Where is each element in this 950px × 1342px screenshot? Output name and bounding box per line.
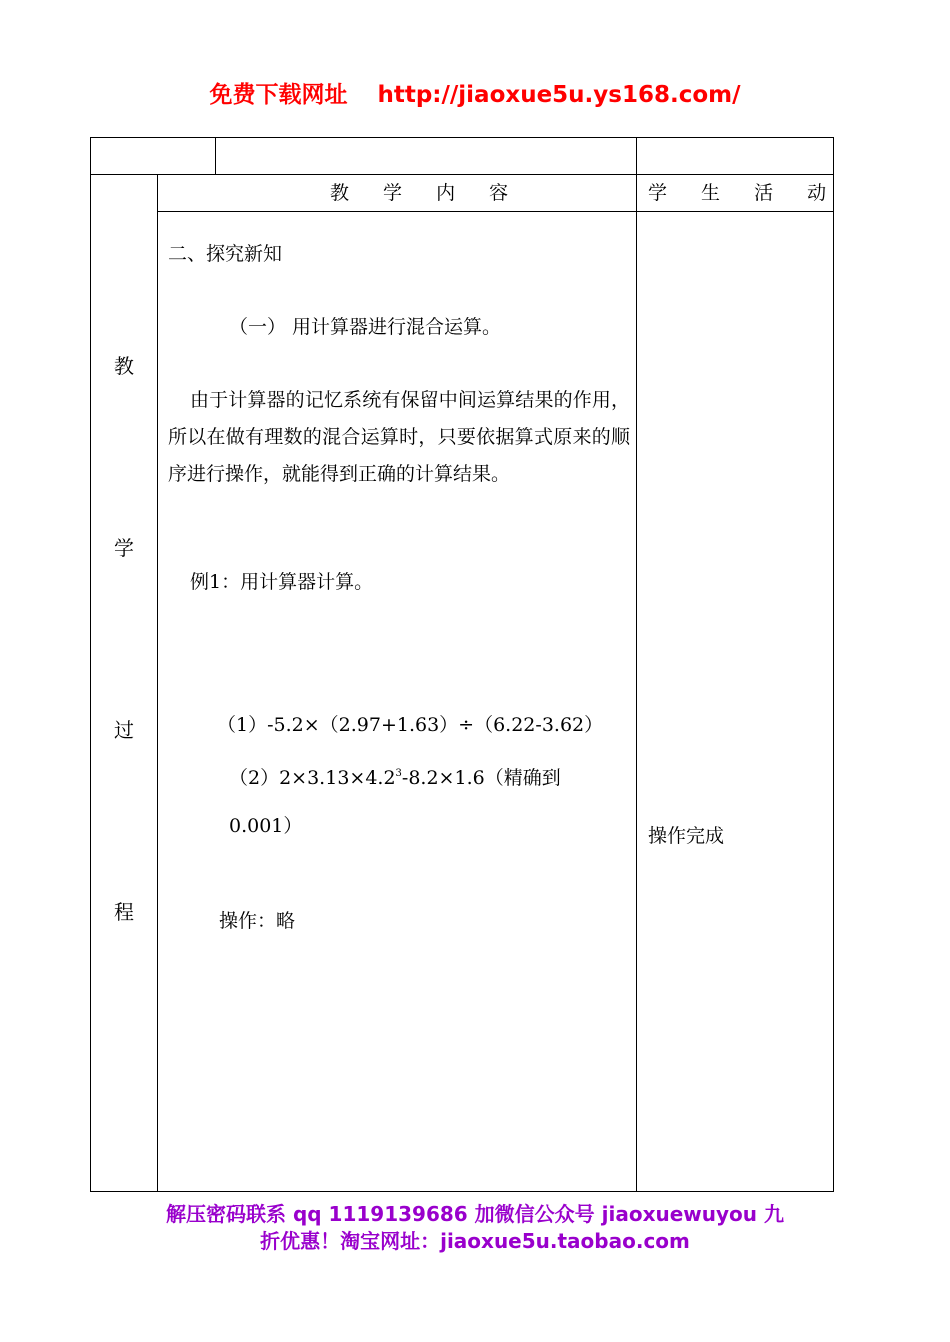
section-label-char: 过 xyxy=(114,718,134,742)
problem-1: （1）-5.2×（2.97+1.63）÷（6.22-3.62） xyxy=(217,714,604,736)
table-left-border xyxy=(90,137,91,1192)
example-title: 例1：用计算器计算。 xyxy=(190,571,374,593)
table-bottom-border xyxy=(90,1191,834,1192)
section-label-char: 学 xyxy=(114,536,134,560)
table-top-border xyxy=(90,137,834,138)
table-section-divider xyxy=(157,174,158,1192)
student-activity: 操作完成 xyxy=(648,825,725,847)
header-label: 免费下载网址 xyxy=(209,82,348,108)
download-header xyxy=(0,76,950,109)
table-top-row-divider xyxy=(215,137,216,175)
footer-shop-line: 折优惠！淘宝网址：jiaoxue5u.taobao.com xyxy=(260,1229,690,1253)
section-heading: 二、探究新知 xyxy=(168,243,283,265)
section-label-char: 教 xyxy=(114,354,134,378)
section-label-char: 程 xyxy=(114,900,134,924)
subheading: （一） 用计算器进行混合运算。 xyxy=(229,316,502,338)
table-right-border xyxy=(833,137,834,1192)
content-column-header: 教 学 内 容 xyxy=(330,182,523,204)
problem-2-prefix: （2）2×3.13×4.2 xyxy=(229,767,396,789)
problem-2-precision: 0.001） xyxy=(229,815,303,837)
student-column-header: 学 生 活 动 xyxy=(648,182,841,204)
header-url-link[interactable]: http://jiaoxue5u.ys168.com/ xyxy=(377,82,741,108)
problem-2 xyxy=(229,755,561,797)
table-column-divider xyxy=(636,137,637,1192)
problem-2-suffix: -8.2×1.6（精确到 xyxy=(401,767,561,789)
intro-paragraph: 由于计算器的记忆系统有保留中间运算结果的作用，所以在做有理数的混合运算时，只要依据算式原来的顺序进行操作，就能得到正确的计算结果。 xyxy=(168,389,630,485)
problem-2-exponent: 3 xyxy=(395,768,402,779)
footer-contact-line: 解压密码联系 qq 1119139686 加微信公众号 jiaoxuewuyou 九 xyxy=(166,1202,784,1226)
operation-note: 操作：略 xyxy=(219,910,296,932)
